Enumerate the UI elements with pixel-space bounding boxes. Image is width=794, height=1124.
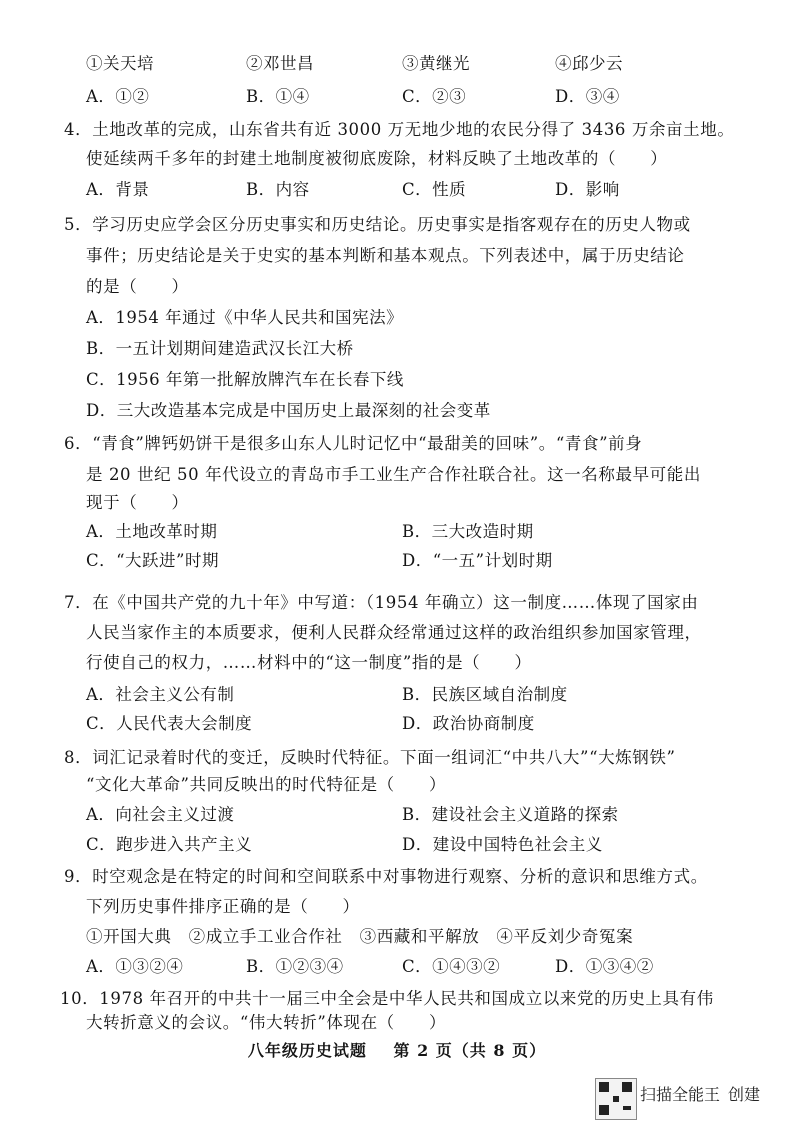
page-footer (0, 1038, 794, 1061)
q3-option-b: B．①④ (246, 87, 310, 106)
q6-stem-line-3: 现于（ ） (86, 493, 189, 512)
q8-option-d: D．建设中国特色社会主义 (402, 835, 603, 854)
q10-stem-line-1: 10．1978 年召开的中共十一届三中全会是中华人民共和国成立以来党的历史上具有伟 (60, 989, 714, 1008)
q8-option-c: C．跑步进入共产主义 (86, 835, 253, 854)
q3-item-4: ④邱少云 (555, 54, 623, 73)
q5-stem-line-2: 事件；历史结论是关于史实的基本判断和基本观点。下列表述中，属于历史结论 (86, 246, 685, 265)
q7-stem-line-2: 人民当家作主的本质要求，便利人民群众经常通过这样的政治组织参加国家管理， (86, 623, 702, 642)
q5-option-c: C．1956 年第一批解放牌汽车在长春下线 (86, 370, 404, 389)
q3-item-1: ①关天培 (86, 54, 154, 73)
q7-option-d: D．政治协商制度 (402, 714, 535, 733)
q9-stem-line-1: 9．时空观念是在特定的时间和空间联系中对事物进行观察、分析的意识和思维方式。 (64, 867, 708, 886)
q6-option-d: D．“一五”计划时期 (402, 551, 553, 570)
q3-item-3: ③黄继光 (402, 54, 470, 73)
footer-page-number: 第 2 页（共 8 页） (393, 1041, 547, 1060)
q4-option-d: D．影响 (555, 180, 620, 199)
q7-stem-line-3: 行使自己的权力，……材料中的“这一制度”指的是（ ） (86, 653, 532, 672)
q3-option-a: A．①② (86, 87, 150, 106)
q4-option-b: B．内容 (246, 180, 310, 199)
q4-option-c: C．性质 (402, 180, 467, 199)
q8-option-b: B．建设社会主义道路的探索 (402, 805, 619, 824)
camscanner-app-name: 扫描全能王 (640, 1085, 721, 1104)
q3-option-c: C．②③ (402, 87, 467, 106)
q3-item-2: ②邓世昌 (246, 54, 314, 73)
q8-stem-line-1: 8．词汇记录着时代的变迁，反映时代特征。下面一组词汇“中共八大”“大炼钢铁” (64, 748, 676, 767)
q7-stem-line-1: 7．在《中国共产党的九十年》中写道：（1954 年确立）这一制度……体现了国家由 (64, 593, 699, 612)
q7-option-c: C．人民代表大会制度 (86, 714, 253, 733)
q6-stem-line-1: 6．“青食”牌钙奶饼干是很多山东人儿时记忆中“最甜美的回味”。“青食”前身 (64, 434, 643, 453)
q5-option-a: A．1954 年通过《中华人民共和国宪法》 (86, 308, 404, 327)
camscanner-logo-icon (595, 1078, 637, 1120)
q6-option-c: C．“大跃进”时期 (86, 551, 219, 570)
q9-sequence-items: ①开国大典 ②成立手工业合作社 ③西藏和平解放 ④平反刘少奇冤案 (86, 927, 634, 946)
q3-option-d: D．③④ (555, 87, 620, 106)
q5-option-b: B．一五计划期间建造武汉长江大桥 (86, 339, 354, 358)
q9-option-d: D．①③④② (555, 957, 654, 976)
q5-stem-line-1: 5．学习历史应学会区分历史事实和历史结论。历史事实是指客观存在的历史人物或 (64, 215, 691, 234)
camscanner-action: 创建 (728, 1085, 761, 1104)
q4-option-a: A．背景 (86, 180, 150, 199)
q9-stem-line-2: 下列历史事件排序正确的是（ ） (86, 897, 360, 916)
q6-option-b: B．三大改造时期 (402, 522, 534, 541)
q9-option-b: B．①②③④ (246, 957, 344, 976)
q8-stem-line-2: “文化大革命”共同反映出的时代特征是（ ） (86, 775, 447, 794)
q10-stem-line-2: 大转折意义的会议。“伟大转折”体现在（ ） (86, 1013, 447, 1032)
q8-option-a: A．向社会主义过渡 (86, 805, 235, 824)
q4-stem-line-1: 4．土地改革的完成，山东省共有近 3000 万无地少地的农民分得了 3436 万余亩土地。 (64, 120, 735, 139)
q5-option-d: D．三大改造基本完成是中国历史上最深刻的社会变革 (86, 401, 491, 420)
q4-stem-line-2: 使延续两千多年的封建土地制度被彻底废除，材料反映了土地改革的（ ） (86, 149, 668, 168)
q6-option-a: A．土地改革时期 (86, 522, 218, 541)
q9-option-a: A．①③②④ (86, 957, 184, 976)
q9-option-c: C．①④③② (402, 957, 501, 976)
camscanner-watermark (640, 1082, 760, 1105)
q7-option-b: B．民族区域自治制度 (402, 685, 568, 704)
q5-stem-line-3: 的是（ ） (86, 277, 189, 296)
q7-option-a: A．社会主义公有制 (86, 685, 235, 704)
q6-stem-line-2: 是 20 世纪 50 年代设立的青岛市手工业生产合作社联合社。这一名称最早可能出 (86, 465, 701, 484)
footer-subject: 八年级历史试题 (247, 1041, 367, 1060)
